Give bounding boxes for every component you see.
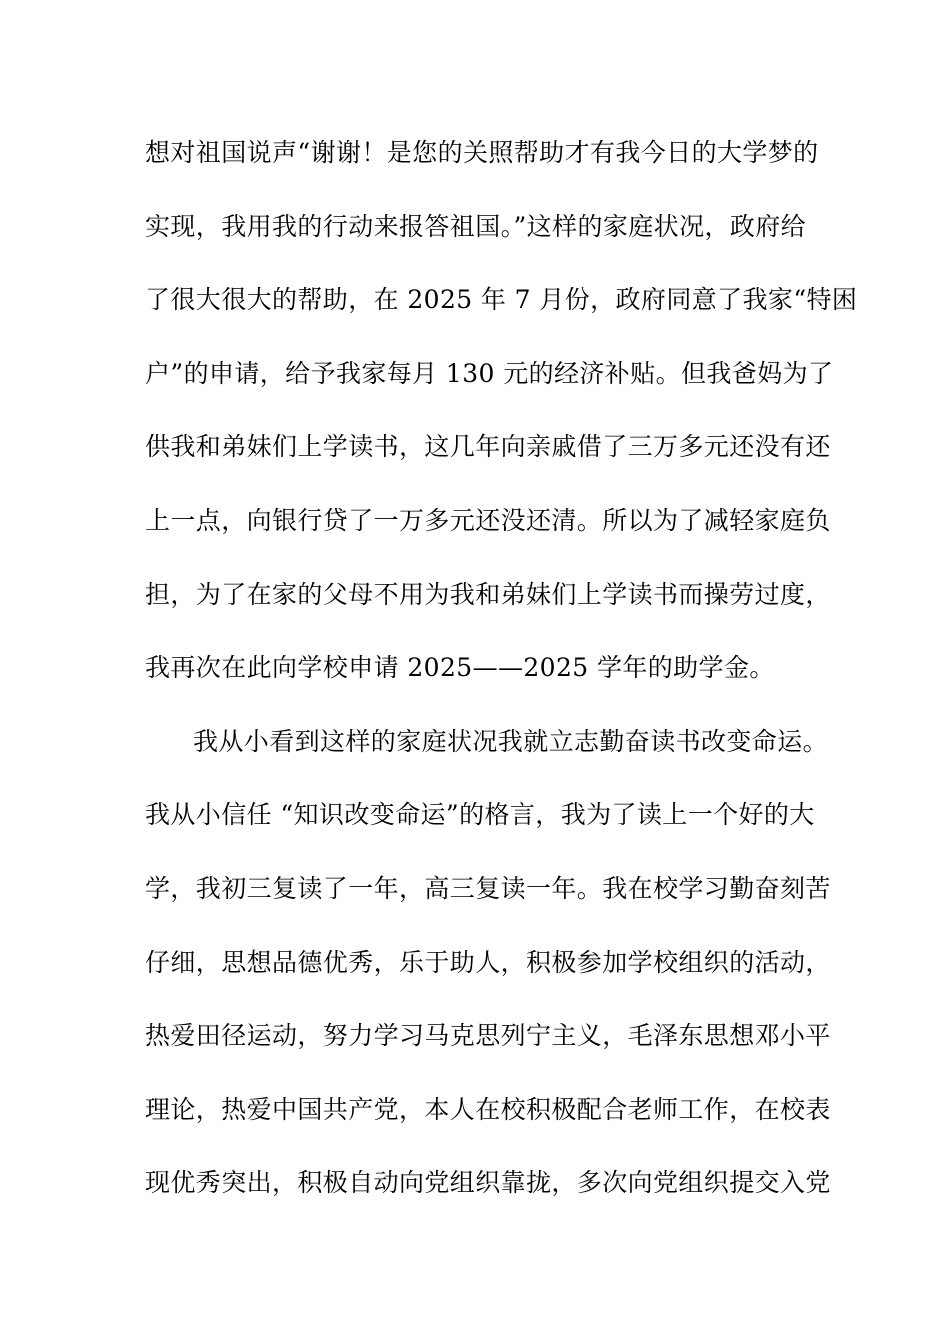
text-line: 理论，热爱中国共产党，本人在校积极配合老师工作，在校表 [145,1094,831,1124]
text-line: 现优秀突出，积极自动向党组织靠拢，多次向党组织提交入党 [145,1168,831,1198]
text-line: 热爱田径运动，努力学习马克思列宁主义，毛泽东思想邓小平 [145,1021,831,1051]
text-line: 实现，我用我的行动来报答祖国。”这样的家庭状况，政府给 [145,211,807,241]
text-line: 我再次在此向学校申请 2025——2025 学年的助学金。 [145,653,775,683]
text-line: 想对祖国说声“谢谢！是您的关照帮助才有我今日的大学梦的 [145,138,819,167]
text-line: 上一点，向银行贷了一万多元还没还清。所以为了减轻家庭负 [145,505,831,535]
text-line: 户”的申请，给予我家每月 130 元的经济补贴。但我爸妈为了 [145,358,834,388]
text-line: 供我和弟妹们上学读书，这几年向亲戚借了三万多元还没有还 [145,432,831,462]
text-line: 学，我初三复读了一年，高三复读一年。我在校学习勤奋刻苦 [145,873,831,903]
paragraph-start-line: 我从小看到这样的家庭状况我就立志勤奋读书改变命运。 [193,726,829,756]
text-line: 担，为了在家的父母不用为我和弟妹们上学读书而操劳过度， [145,579,831,609]
text-line: 了很大很大的帮助，在 2025 年 7 月份，政府同意了我家“特困 [145,285,858,315]
text-line: 我从小信任 “知识改变命运”的格言，我为了读上一个好的大 [145,800,815,830]
body-text [145,128,858,1232]
text-line: 仔细，思想品德优秀，乐于助人，积极参加学校组织的活动， [145,947,831,977]
